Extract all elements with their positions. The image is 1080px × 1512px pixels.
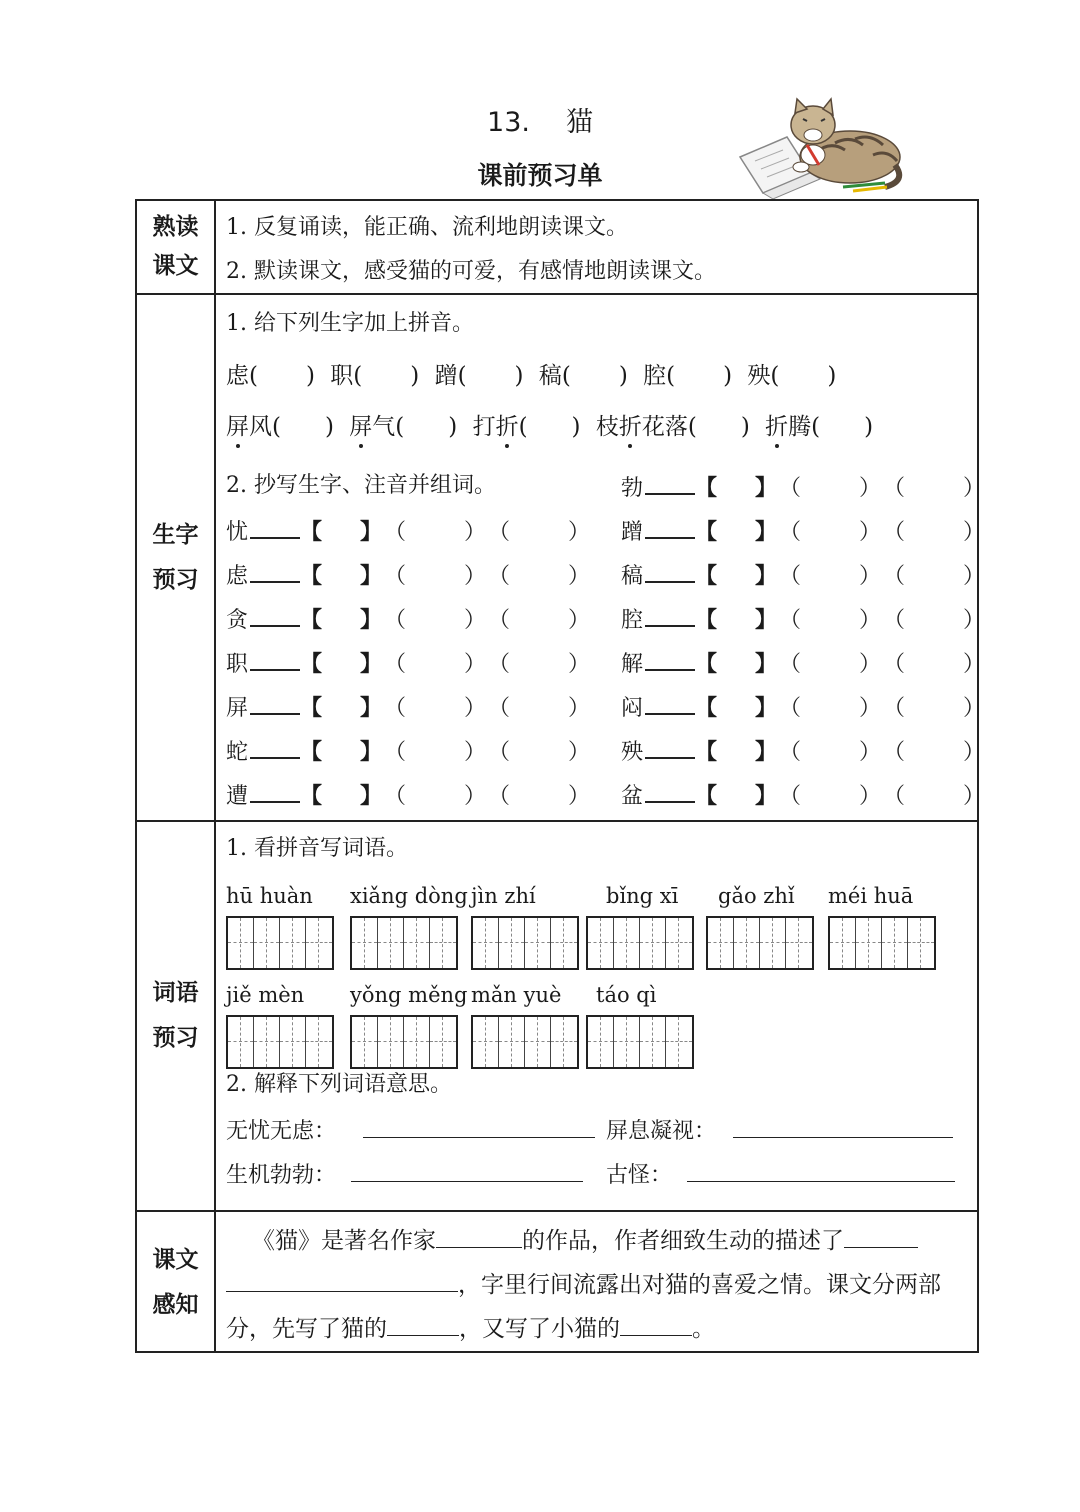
answer-line[interactable] <box>687 1162 955 1182</box>
copy-char: 职 <box>226 652 249 677</box>
answer-line[interactable] <box>733 1118 953 1138</box>
label-line2: 感知 <box>152 1291 199 1318</box>
write-grid[interactable] <box>706 916 814 970</box>
char-item: 腔 <box>643 363 667 389</box>
char-question-2: 2. 抄写生字、注音并组词。 <box>226 473 496 498</box>
section-label <box>137 201 216 293</box>
write-grid[interactable] <box>350 916 458 970</box>
copy-blank[interactable] <box>250 607 300 627</box>
answer-line[interactable] <box>436 1228 522 1248</box>
section-words <box>137 822 977 1212</box>
term-label: 屏息凝视： <box>606 1119 717 1144</box>
word-item: 枝 <box>595 414 619 440</box>
copy-row: 腔 【 】（ ）（ ） <box>621 607 986 633</box>
copy-blank[interactable] <box>645 651 695 671</box>
pinyin-label: bǐng xī <box>606 884 679 908</box>
char-question-1: 1. 给下列生字加上拼音。 <box>226 311 474 336</box>
label-line1: 课文 <box>152 1246 199 1273</box>
term-label: 生机勃勃： <box>226 1163 337 1188</box>
copy-row: 贪 【 】（ ）（ ） <box>226 607 591 633</box>
label-line2: 预习 <box>152 566 199 593</box>
copy-char: 蛇 <box>226 740 249 765</box>
copy-row: 稿 【 】（ ）（ ） <box>621 563 986 589</box>
pinyin-label: mǎn yuè <box>471 983 562 1007</box>
perception-line-3: 分，先写了猫的 ，又写了小猫的 。 <box>226 1316 715 1342</box>
copy-char: 勃 <box>621 476 644 501</box>
words-question-1: 1. 看拼音写词语。 <box>226 836 408 861</box>
term-row <box>606 1118 953 1143</box>
char-item: 职 <box>330 363 354 389</box>
words-question-2: 2. 解释下列词语意思。 <box>226 1072 452 1097</box>
copy-row: 勃 【 】（ ）（ ） <box>621 475 986 501</box>
write-grid[interactable] <box>471 1015 579 1069</box>
section-label <box>137 295 216 820</box>
page-title <box>0 100 1080 139</box>
answer-line[interactable] <box>844 1228 918 1248</box>
page-subtitle: 课前预习单 <box>477 161 603 190</box>
copy-blank[interactable] <box>645 563 695 583</box>
copy-blank[interactable] <box>645 519 695 539</box>
term-row <box>226 1162 583 1187</box>
answer-line[interactable] <box>363 1118 595 1138</box>
copy-row: 蹭 【 】（ ）（ ） <box>621 519 986 545</box>
pinyin-label: hū huàn <box>226 884 313 908</box>
label-line1: 生字 <box>152 521 199 548</box>
copy-row: 虑 【 】（ ）（ ） <box>226 563 591 589</box>
copy-char: 遭 <box>226 784 249 809</box>
term-row <box>606 1162 955 1187</box>
section-label <box>137 1212 216 1353</box>
copy-char: 忧 <box>226 520 249 545</box>
copy-row: 蛇 【 】（ ）（ ） <box>226 739 591 765</box>
write-grid[interactable] <box>828 916 936 970</box>
write-grid[interactable] <box>471 916 579 970</box>
word-item: 折 <box>765 414 789 440</box>
copy-blank[interactable] <box>250 783 300 803</box>
lesson-title: 猫 <box>565 107 593 138</box>
copy-blank[interactable] <box>645 607 695 627</box>
char-item: 虑 <box>226 363 249 389</box>
copy-blank[interactable] <box>645 783 695 803</box>
write-grid[interactable] <box>226 1015 334 1069</box>
label-line2: 课文 <box>152 253 199 279</box>
pinyin-label: táo qì <box>596 983 657 1007</box>
copy-row: 闷 【 】（ ）（ ） <box>621 695 986 721</box>
copy-blank[interactable] <box>250 739 300 759</box>
copy-char: 屏 <box>226 696 249 721</box>
copy-row: 殃 【 】（ ）（ ） <box>621 739 986 765</box>
pinyin-label: yǒng měng <box>350 983 468 1007</box>
label-line1: 词语 <box>152 980 199 1006</box>
copy-blank[interactable] <box>645 475 695 495</box>
answer-line[interactable] <box>620 1316 692 1336</box>
copy-row: 职 【 】（ ）（ ） <box>226 651 591 677</box>
copy-blank[interactable] <box>250 651 300 671</box>
copy-row: 遭 【 】（ ）（ ） <box>226 783 591 809</box>
write-grid[interactable] <box>226 916 334 970</box>
copy-char: 贪 <box>226 608 249 633</box>
write-grid[interactable] <box>586 1015 694 1069</box>
pinyin-row-1: 虑( ) 职( ) 蹭( ) 稿( ) 腔( ) 殃( ) <box>226 363 837 389</box>
answer-line[interactable] <box>226 1272 458 1292</box>
word-item: 屏 <box>349 414 373 440</box>
copy-char: 殃 <box>621 740 644 765</box>
copy-char: 稿 <box>621 564 644 589</box>
term-label: 古怪： <box>606 1163 673 1188</box>
copy-char: 腔 <box>621 608 644 633</box>
copy-blank[interactable] <box>250 519 300 539</box>
term-row <box>226 1118 595 1143</box>
write-grid[interactable] <box>586 916 694 970</box>
pinyin-label: xiǎng dòng <box>350 884 468 908</box>
pinyin-label: gǎo zhǐ <box>718 884 795 908</box>
term-label: 无忧无虑： <box>226 1119 337 1144</box>
copy-blank[interactable] <box>645 695 695 715</box>
char-item: 稿 <box>538 363 562 389</box>
copy-row: 屏 【 】（ ）（ ） <box>226 695 591 721</box>
pinyin-label: jìn zhí <box>471 884 536 908</box>
copy-row: 盆 【 】（ ）（ ） <box>621 783 986 809</box>
label-line1: 熟读 <box>152 214 199 240</box>
cat-illustration <box>735 95 905 205</box>
answer-line[interactable] <box>351 1162 583 1182</box>
reading-item-2: 2. 默读课文，感受猫的可爱，有感情地朗读课文。 <box>226 259 716 284</box>
pinyin-label: jiě mèn <box>226 983 305 1007</box>
label-line2: 预习 <box>152 1025 199 1051</box>
section-perception <box>137 1212 977 1353</box>
copy-row: 解 【 】（ ）（ ） <box>621 651 986 677</box>
copy-row: 忧 【 】（ ）（ ） <box>226 519 591 545</box>
worksheet-table <box>135 199 986 1353</box>
copy-char: 盆 <box>621 784 644 809</box>
pinyin-label: méi huā <box>828 884 914 908</box>
copy-char: 蹭 <box>621 520 644 545</box>
word-item: 屏 <box>226 414 249 440</box>
copy-char: 解 <box>621 652 644 677</box>
section-reading <box>137 201 977 295</box>
char-item: 殃 <box>747 363 771 389</box>
section-label <box>137 822 216 1210</box>
answer-line[interactable] <box>387 1316 459 1336</box>
perception-line-2: ，字里行间流露出对猫的喜爱之情。课文分两部 <box>226 1272 941 1297</box>
reading-item-1: 1. 反复诵读，能正确、流利地朗读课文。 <box>226 215 628 240</box>
lesson-number: 13. <box>487 107 530 138</box>
pinyin-row-2: 屏风( ) 屏气( ) 打折( ) 枝折花落( ) 折腾( ) <box>226 414 874 440</box>
copy-blank[interactable] <box>645 739 695 759</box>
copy-char: 闷 <box>621 696 644 721</box>
copy-blank[interactable] <box>250 695 300 715</box>
write-grid[interactable] <box>350 1015 458 1069</box>
copy-blank[interactable] <box>250 563 300 583</box>
char-item: 蹭 <box>434 363 458 389</box>
copy-char: 虑 <box>226 564 249 589</box>
section-characters <box>137 295 986 822</box>
perception-line-1: 《猫》是著名作家 的作品，作者细致生动的描述了 <box>252 1228 918 1253</box>
word-item: 打 <box>472 414 496 440</box>
